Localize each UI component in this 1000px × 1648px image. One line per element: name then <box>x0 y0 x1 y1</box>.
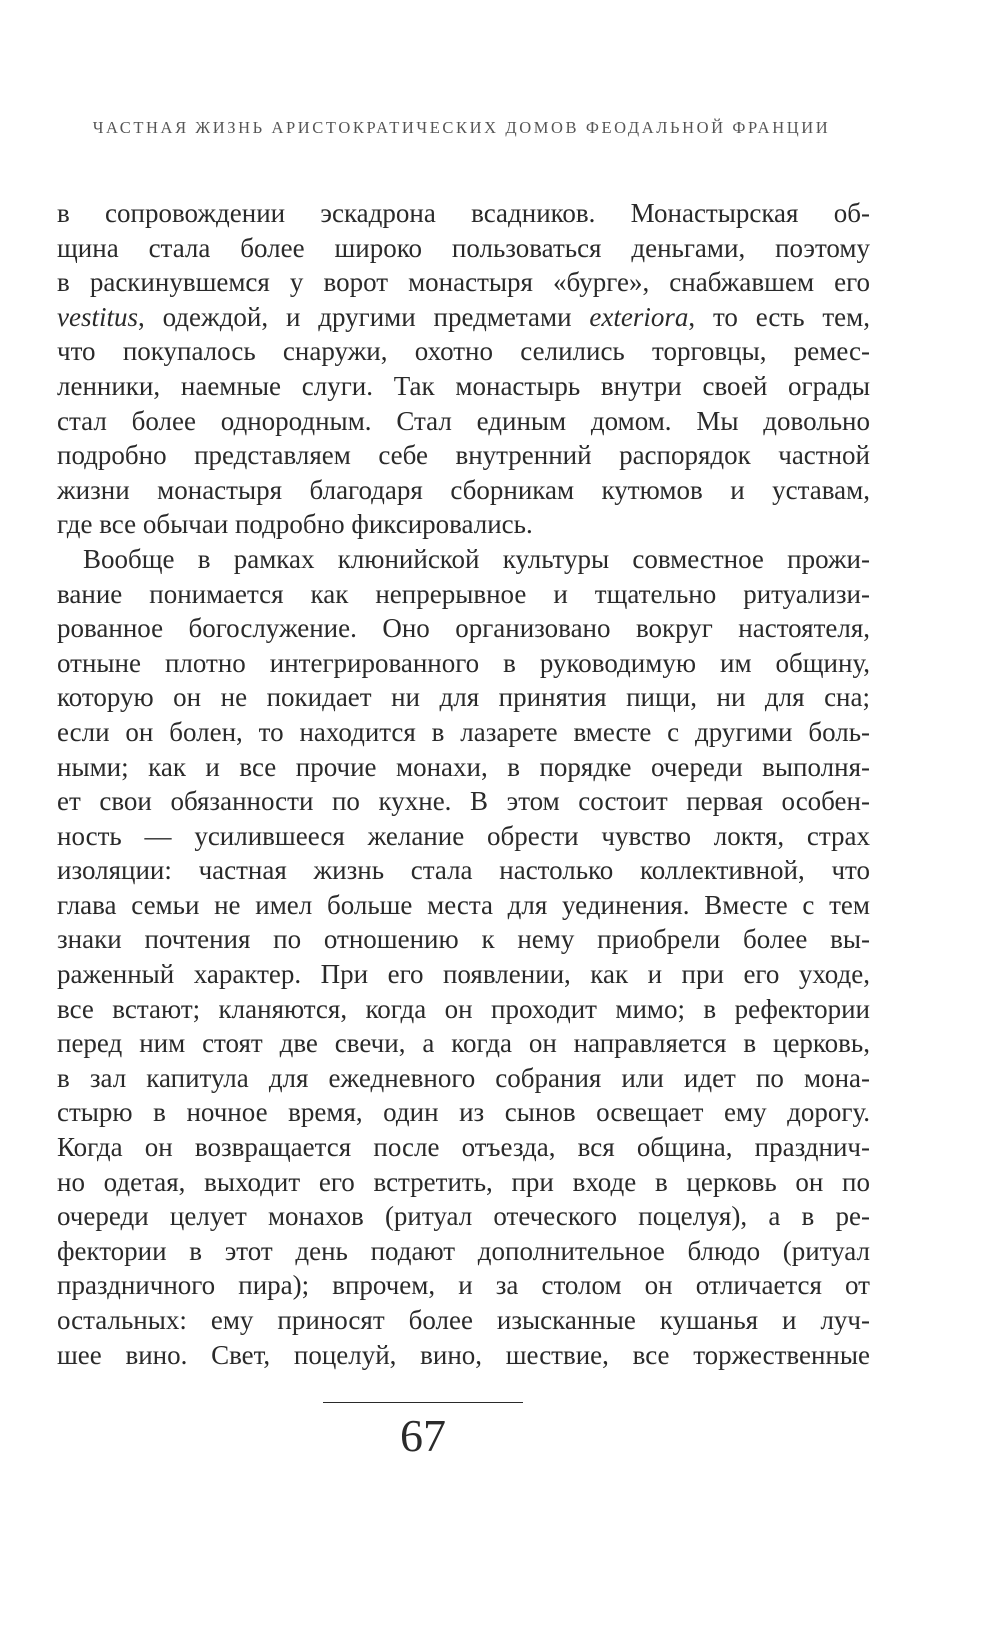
text-line: ными; как и все прочие монахи, в порядке очереди выполня- <box>57 751 870 782</box>
latin-term: exteriora <box>589 301 689 332</box>
text-line: ет свои обязанности по кухне. В этом состоит первая особен- <box>57 786 870 817</box>
folio-rule <box>323 1402 523 1403</box>
text-line: в раскинувшемся у ворот монастыря «бурге», снабжавшем его <box>57 267 870 298</box>
text-line: шее вино. Свет, поцелуй, вино, шествие, все торжественные <box>57 1339 870 1370</box>
text-line: стал более однородным. Стал единым домом. Мы довольно <box>57 405 870 436</box>
text-line: ленники, наемные слуги. Так монастырь внутри своей ограды <box>57 370 870 401</box>
latin-term: vestitus <box>57 301 138 332</box>
text-line: в зал капитула для ежедневного собрания или идет по мона- <box>57 1062 870 1093</box>
text-line: в сопровождении эскадрона всадников. Монастырская об- <box>57 198 870 228</box>
text-line: знаки почтения по отношению к нему приобрели более вы- <box>57 924 870 955</box>
text-line: ность — усилившееся желание обрести чувство локтя, страх <box>57 820 870 851</box>
text-line: что покупалось снаружи, охотно селились торговцы, ремес- <box>57 336 870 367</box>
text-line: перед ним стоят две свечи, а когда он направляется в церковь, <box>57 1028 870 1059</box>
text-line: очереди целует монахов (ритуал отеческого поцелуя), а в ре- <box>57 1201 870 1232</box>
text-line: подробно представляем себе внутренний распорядок частной <box>57 440 870 471</box>
text-line <box>57 300 870 335</box>
body-text <box>57 196 870 1372</box>
text-span: , то есть тем, <box>688 301 870 332</box>
text-line: стырю в ночное время, один из сынов освещает ему дорогу. <box>57 1097 870 1128</box>
text-line: Когда он возвращается после отъезда, вся община, празднич- <box>57 1132 870 1163</box>
text-line: жизни монастыря благодаря сборникам кутюмов и уставам, <box>57 474 870 505</box>
text-line: раженный характер. При его появлении, как и при его уходе, <box>57 959 870 990</box>
running-head: ЧАСТНАЯ ЖИЗНЬ АРИСТОКРАТИЧЕСКИХ ДОМОВ ФЕОДАЛЬНОЙ ФРАНЦИИ <box>92 118 831 137</box>
text-line: где все обычаи подробно фиксировались. <box>57 509 533 540</box>
page-number: 67 <box>400 1410 446 1461</box>
text-line: изоляции: частная жизнь стала настолько коллективной, что <box>57 855 870 886</box>
text-line: Вообще в рамках клюнийской культуры совместное прожи- <box>83 543 870 574</box>
text-line: праздничного пира); впрочем, и за столом он отличается от <box>57 1270 870 1301</box>
text-line: отныне плотно интегрированного в руководимую им общину, <box>57 647 870 678</box>
text-line: если он болен, то находится в лазарете вместе с другими боль- <box>57 716 870 747</box>
text-line: щина стала более широко пользоваться деньгами, поэтому <box>57 232 870 263</box>
text-line: фектории в этот день подают дополнительное блюдо (ритуал <box>57 1235 870 1266</box>
text-line: все встают; кланяются, когда он проходит мимо; в рефектории <box>57 993 870 1024</box>
text-line: которую он не покидает ни для принятия пищи, ни для сна; <box>57 682 870 713</box>
text-line: глава семьи не имел больше места для уединения. Вместе с тем <box>57 889 870 920</box>
text-span: , одеждой, и другими предметами <box>138 301 590 332</box>
text-line: рованное богослужение. Оно организовано вокруг настоятеля, <box>57 613 870 644</box>
text-line: вание понимается как непрерывное и тщательно ритуализи- <box>57 578 870 609</box>
text-line: но одетая, выходит его встретить, при входе в церковь он по <box>57 1166 870 1197</box>
text-line: остальных: ему приносят более изысканные кушанья и луч- <box>57 1305 870 1335</box>
